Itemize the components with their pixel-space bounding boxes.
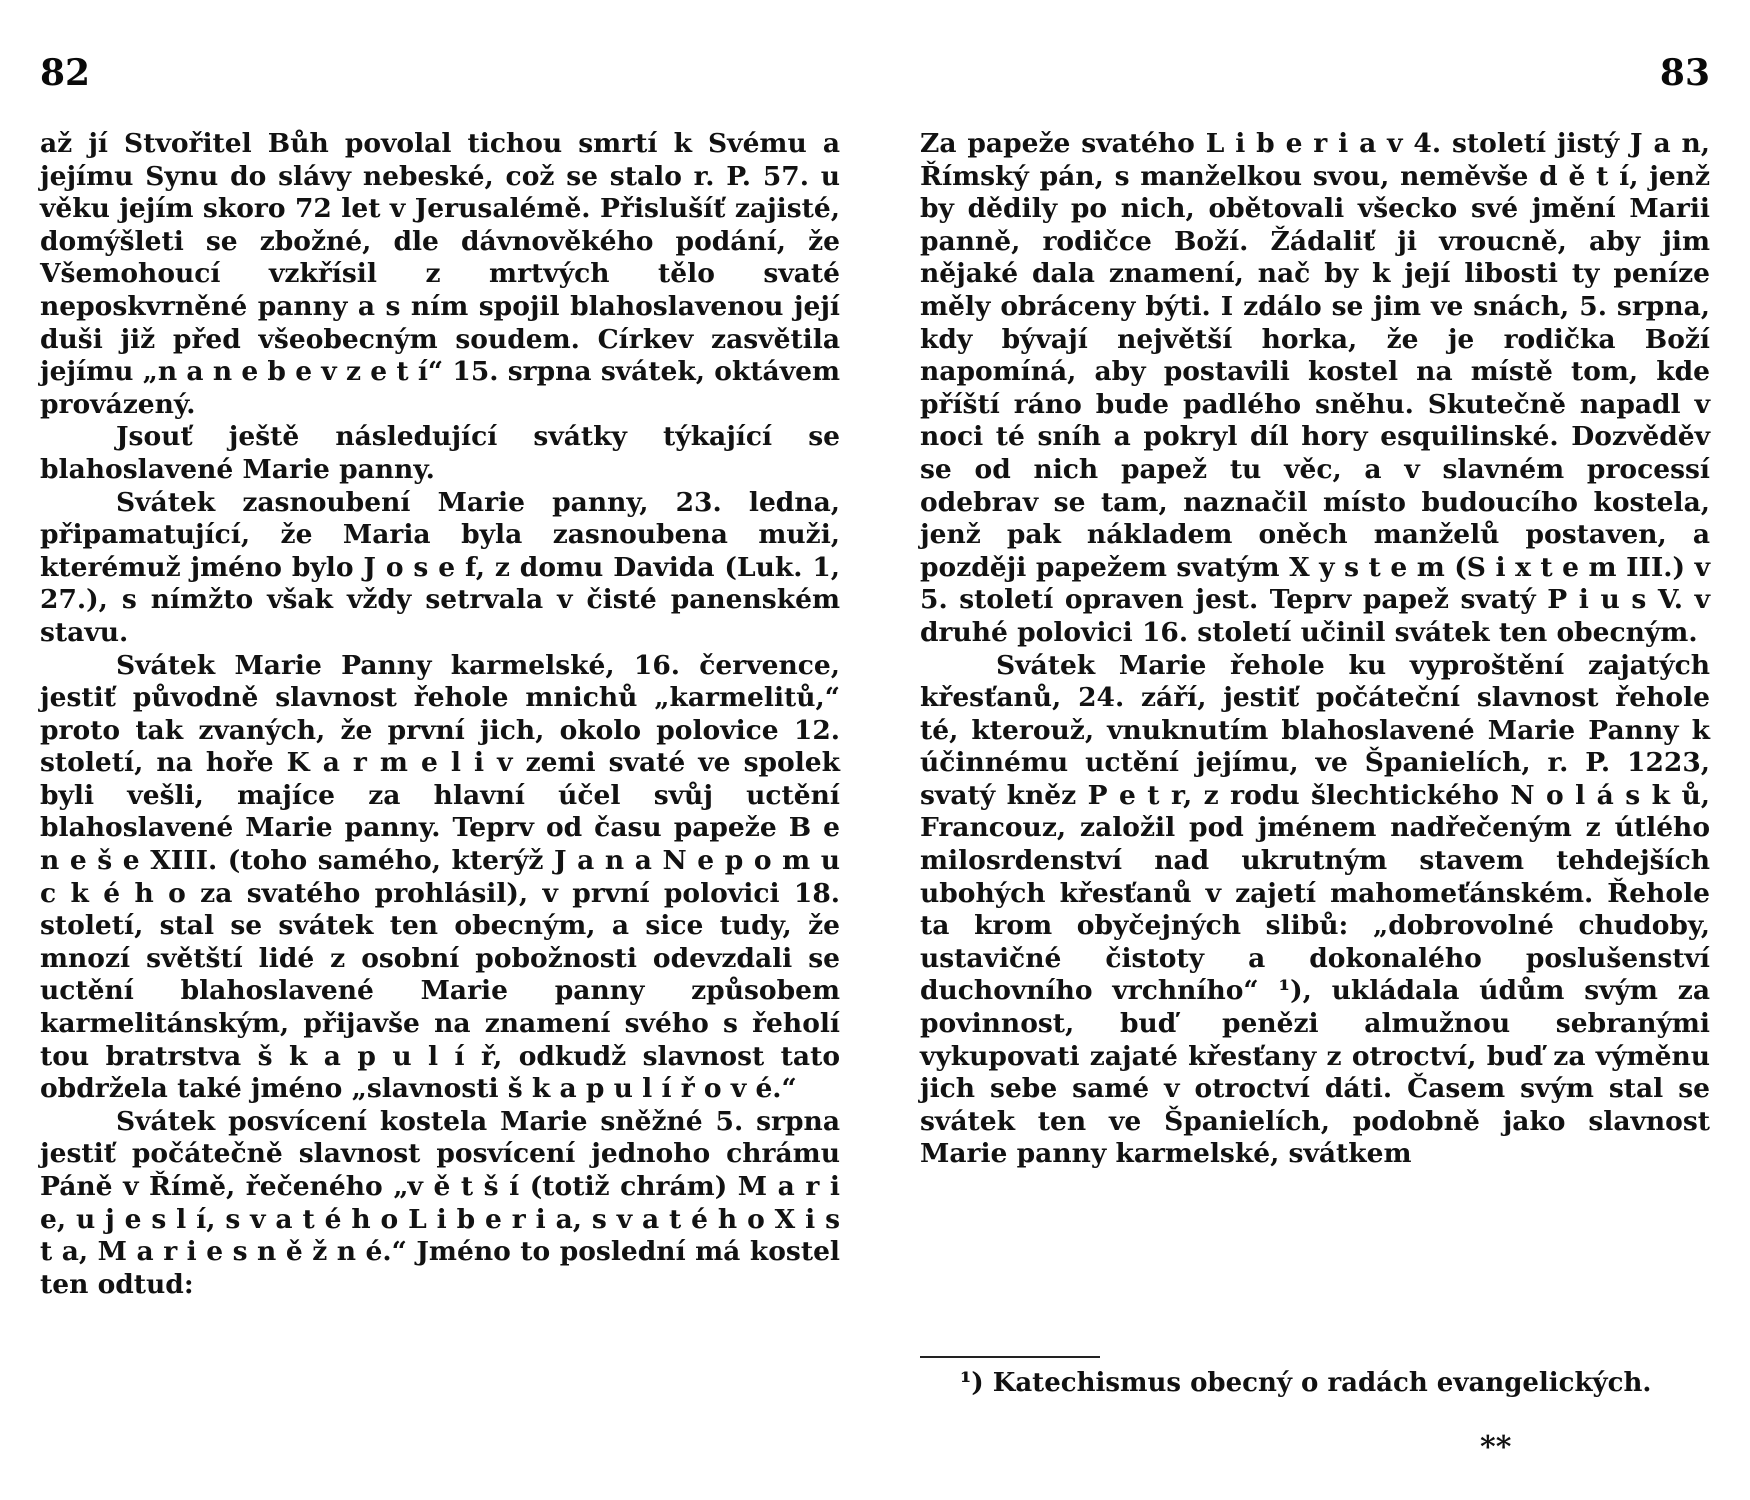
footnote-divider [920, 1356, 1100, 1358]
page-body [920, 128, 1710, 1171]
footnote: ¹) Katechismus obecný o radách evangelických. [960, 1368, 1652, 1398]
paragraph: Svátek Marie Panny karmelské, 16. července, jestiť původně slavnost řehole mnichů „karmelitů,“ proto tak zvaných, že první jich, okolo polovice 12. století, na hoře K a r m e l i v zemi svaté ve spolek byli vešli, majíce za hlavní účel svůj uctění blahoslavené Marie panny. Teprv od času papeže B e n e š e XIII. (toho samého, kterýž J a n a N e p o m u c k é h o za svatého prohlásil), v první polovici 18. století, stal se svátek ten obecným, a sice tudy, že mnozí světští lidé z osobní pobožnosti odevzdali se uctění blahoslavené Marie panny způsobem karmelitánským, přijavše na znamení svého s řeholí tou bratrstva š k a p u l í ř, odkudž slavnost tato obdržela také jméno „slavnosti š k a p u l í ř o v é.“ [40, 649, 840, 1105]
paragraph: Za papeže svatého L i b e r i a v 4. století jistý J a n, Římský pán, s manželkou svou, neměvše d ě t í, jenž by dědily po nich, obětovali všecko své jmění Marii panně, rodičce Boží. Žádaliť ji vroucně, aby jim nějaké dala znamení, nač by k její libosti ty peníze měly obráceny býti. I zdálo se jim ve snách, 5. srpna, kdy bývají největší horka, že je rodička Boží napomíná, aby postavili kostel na místě tom, kde příští ráno bude padlého sněhu. Skutečně napadl v noci té sníh a pokryl díl hory esquilinské. Dozvěděv se od nich papež tu věc, a v slavném processí odebrav se tam, naznačil místo budoucího kostela, jenž pak nákladem oněch manželů postaven, a později papežem svatým X y s t e m (S i x t e m III.) v 5. století opraven jest. Teprv papež svatý P i u s V. v druhé polovici 16. století učinil svátek ten obecným. [920, 128, 1710, 648]
paragraph: Svátek zasnoubení Marie panny, 23. ledna, připamatující, že Maria byla zasnoubena muži, kterémuž jméno bylo J o s e f, z domu Davida (Luk. 1, 27.), s nímžto však vždy setrvala v čisté panenském stavu. [40, 486, 840, 648]
paragraph: Svátek Marie řehole ku vyproštění zajatých křesťanů, 24. září, jestiť počáteční slavnost řehole té, kterouž, vnuknutím blahoslavené Marie Panny k účinnému uctění jejímu, ve Španielích, r. P. 1223, svatý kněz P e t r, z rodu šlechtického N o l á s k ů, Francouz, založil pod jménem nadřečeným z útlého milosrdenství nad ukrutným stavem tehdejších ubohých křesťanů v zajetí mahomeťánském. Řehole ta krom obyčejných slibů: „dobrovolné chudoby, ustavičné čistoty a dokonalého poslušenství duchovního vrchního“ ¹), ukládala údům svým za povinnost, buď penězi almužnou sebranými vykupovati zajaté křesťany z otroctví, buď za výměnu jich sebe samé v otroctví dáti. Časem svým stal se svátek ten ve Španielích, podobně jako slavnost Marie panny karmelské, svátkem [920, 649, 1710, 1170]
paragraph: až jí Stvořitel Bůh povolal tichou smrtí k Svému a jejímu Synu do slávy nebeské, což se stalo r. P. 57. u věku jejím skoro 72 let v Jerusalémě. Přislušíť zajisté, domýšleti se zbožné, dle dávnověkého podání, že Všemohoucí vzkřísil z mrtvých tělo svaté neposkvrněné panny a s ním spojil blahoslavenou její duši již před všeobecným soudem. Církev zasvětila jejímu „n a n e b e v z e t í“ 15. srpna svátek, oktávem provázený. [40, 128, 840, 420]
signature-mark: ** [1480, 1430, 1512, 1465]
paragraph: Svátek posvícení kostela Marie sněžné 5. srpna jestiť počátečně slavnost posvícení jednoho chrámu Páně v Římě, řečeného „v ě t š í (totiž chrám) M a r i e, u j e s l í, s v a t é h o L i b e r i a, s v a t é h o X i s t a, M a r i e s n ě ž n é.“ Jméno to poslední má kostel ten odtud: [40, 1105, 840, 1300]
left-page [40, 0, 840, 1500]
page-body [40, 128, 840, 1301]
page-number: 82 [40, 52, 91, 94]
paragraph: Jsouť ještě následující svátky týkající se blahoslavené Marie panny. [40, 421, 840, 485]
page-number: 83 [1659, 52, 1710, 94]
right-page [920, 0, 1710, 1500]
